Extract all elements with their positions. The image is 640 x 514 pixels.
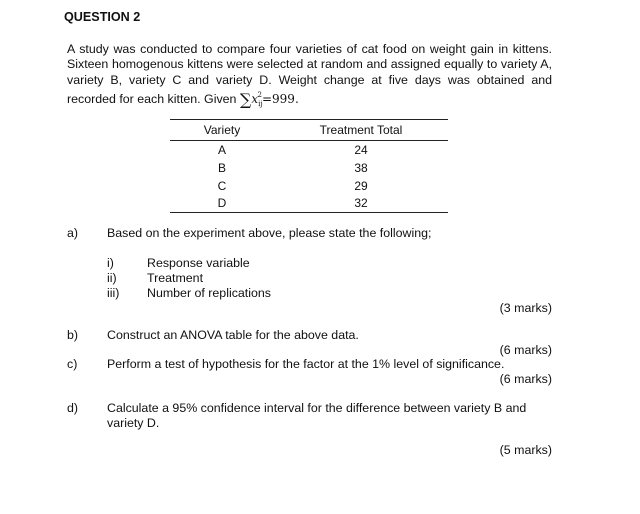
variety-cell: A <box>217 142 226 157</box>
table-row <box>170 195 448 213</box>
question-intro <box>67 42 552 113</box>
formula-superscript: 2 <box>257 91 262 100</box>
sum-formula <box>239 90 299 110</box>
header-treatment-total: Treatment Total <box>319 123 403 137</box>
part-b-label: b) <box>67 328 79 342</box>
part-a-item-text: Treatment <box>147 271 204 285</box>
part-d-text: Calculate a 95% confidence interval for the difference between variety B and variety D. <box>107 401 527 430</box>
total-cell: 38 <box>354 160 368 175</box>
part-a-text: Based on the experiment above, please state the following; <box>107 226 432 240</box>
variety-cell: D <box>217 196 227 211</box>
variety-cell: B <box>217 160 226 175</box>
part-a-item-text: Number of replications <box>147 286 271 300</box>
treatment-totals-table <box>170 119 448 213</box>
sigma-symbol: ∑ <box>239 90 252 110</box>
intro-text: A study was conducted to compare four varieties of cat food on weight gain in kittens. Sixteen homogenous kittens were selected at random and assigned equally to variety A, variety B, variety C and variety D. Weight change at five days was obtained and recorded for each kitten. Given <box>67 42 552 107</box>
part-d-marks: (5 marks) <box>499 443 552 457</box>
total-cell: 32 <box>354 196 368 211</box>
part-a-item-text: Response variable <box>147 256 250 270</box>
part-a-item-num: iii) <box>107 286 120 300</box>
part-b-text: Construct an ANOVA table for the above data. <box>107 328 359 342</box>
part-c-label: c) <box>67 357 78 371</box>
formula-rhs: =999. <box>261 92 299 107</box>
part-d-label: d) <box>67 401 79 415</box>
part-a-marks: (3 marks) <box>499 301 552 315</box>
header-variety: Variety <box>203 123 241 137</box>
variety-cell: C <box>217 178 227 193</box>
part-a-label: a) <box>67 226 79 240</box>
part-b-marks: (6 marks) <box>499 343 552 357</box>
formula-variable: x <box>251 92 259 107</box>
part-c-marks: (6 marks) <box>499 372 552 386</box>
total-cell: 24 <box>354 142 368 157</box>
part-a-item-num: ii) <box>107 271 117 285</box>
part-c-text: Perform a test of hypothesis for the factor at the 1% level of significance. <box>107 357 505 371</box>
table-header-row <box>170 120 448 141</box>
table-row <box>170 177 448 195</box>
question-heading: QUESTION 2 <box>64 10 141 24</box>
table-row <box>170 141 448 159</box>
part-a-item-num: i) <box>107 256 114 270</box>
total-cell: 29 <box>354 178 368 193</box>
table-row <box>170 159 448 177</box>
formula-subscript: ij <box>258 100 263 109</box>
